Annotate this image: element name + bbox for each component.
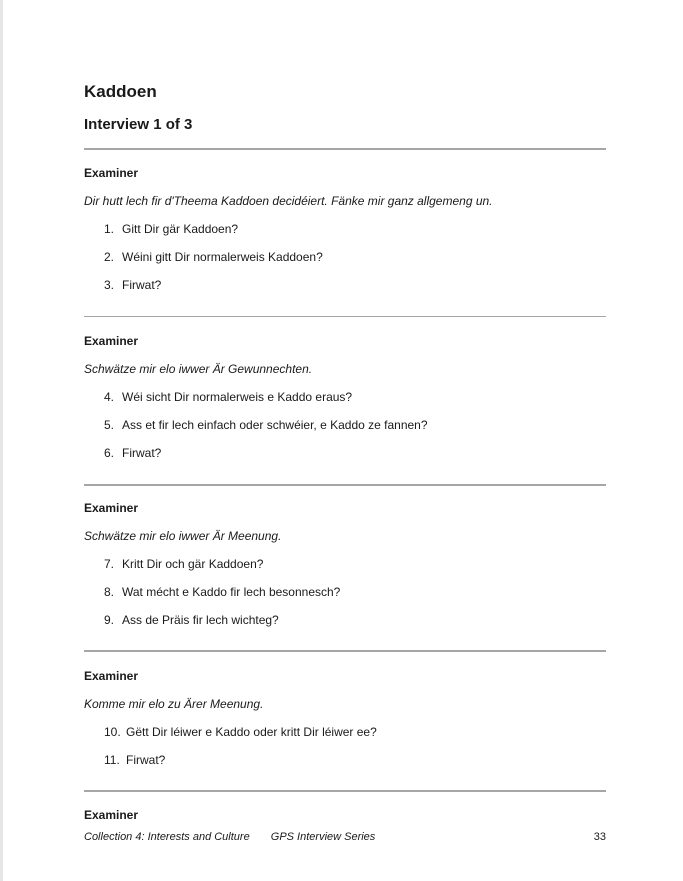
page-edge — [0, 0, 3, 881]
question-number: 6. — [104, 446, 115, 460]
section-divider — [84, 316, 606, 317]
question-item — [84, 222, 606, 236]
interview-section — [84, 334, 606, 460]
footer-series: GPS Interview Series — [270, 831, 376, 843]
question-number: 4. — [104, 390, 115, 404]
section-prompt: Komme mir elo zu Ärer Meenung. — [84, 697, 264, 711]
question-item — [84, 585, 606, 599]
question-text: Kritt Dir och gär Kaddoen? — [122, 557, 264, 571]
question-list — [84, 222, 606, 292]
section-divider — [84, 484, 606, 486]
section-prompt: Schwätze mir elo iwwer Är Gewunnechten. — [84, 362, 313, 376]
page-number: 33 — [593, 831, 606, 843]
question-text: Ass de Präis fir lech wichteg? — [122, 613, 279, 627]
question-number: 11. — [104, 753, 120, 767]
section-speaker-label: Examiner — [84, 166, 139, 180]
question-number: 7. — [104, 557, 115, 571]
question-item — [84, 446, 606, 460]
question-number: 5. — [104, 418, 115, 432]
question-number: 9. — [104, 613, 115, 627]
question-item — [84, 390, 606, 404]
question-text: Firwat? — [122, 278, 162, 292]
page-footer — [84, 830, 606, 844]
question-text: Wéi sicht Dir normalerweis e Kaddo eraus? — [122, 390, 353, 404]
section-speaker-label: Examiner — [84, 334, 139, 348]
section-speaker-label: Examiner — [84, 669, 139, 683]
question-text: Gëtt Dir léiwer e Kaddo oder kritt Dir léiwer ee? — [126, 725, 377, 739]
question-text: Wat mécht e Kaddo fir lech besonnesch? — [122, 585, 341, 599]
page-title: Kaddoen — [84, 82, 157, 101]
section-speaker-label: Examiner — [84, 808, 139, 822]
question-text: Firwat? — [126, 753, 166, 767]
question-text: Firwat? — [122, 446, 162, 460]
question-list — [84, 725, 606, 767]
section-prompt: Schwätze mir elo iwwer Är Meenung. — [84, 529, 282, 543]
page-subtitle: Interview 1 of 3 — [84, 116, 193, 133]
section-speaker-label: Examiner — [84, 501, 139, 515]
interview-section — [84, 808, 606, 822]
question-item — [84, 557, 606, 571]
question-number: 10. — [104, 725, 121, 739]
interview-section — [84, 501, 606, 627]
question-text: Ass et fir lech einfach oder schwéier, e Kaddo ze fannen? — [122, 418, 428, 432]
question-item — [84, 278, 606, 292]
question-text: Gitt Dir gär Kaddoen? — [122, 222, 239, 236]
footer-collection: Collection 4: Interests and Culture — [84, 831, 250, 843]
section-divider — [84, 650, 606, 652]
question-number: 3. — [104, 278, 115, 292]
interview-section — [84, 166, 606, 292]
question-list — [84, 390, 606, 460]
interview-section — [84, 669, 606, 767]
question-item — [84, 725, 606, 739]
question-item — [84, 250, 606, 264]
section-prompt: Dir hutt lech fir d'Theema Kaddoen decidéiert. Fänke mir ganz allgemeng un. — [84, 194, 493, 208]
question-number: 1. — [104, 222, 115, 236]
question-number: 2. — [104, 250, 115, 264]
question-list — [84, 557, 606, 627]
section-divider — [84, 790, 606, 792]
question-item — [84, 418, 606, 432]
question-item — [84, 753, 606, 767]
question-text: Wéini gitt Dir normalerweis Kaddoen? — [122, 250, 323, 264]
section-divider — [84, 148, 606, 150]
question-item — [84, 613, 606, 627]
question-number: 8. — [104, 585, 115, 599]
